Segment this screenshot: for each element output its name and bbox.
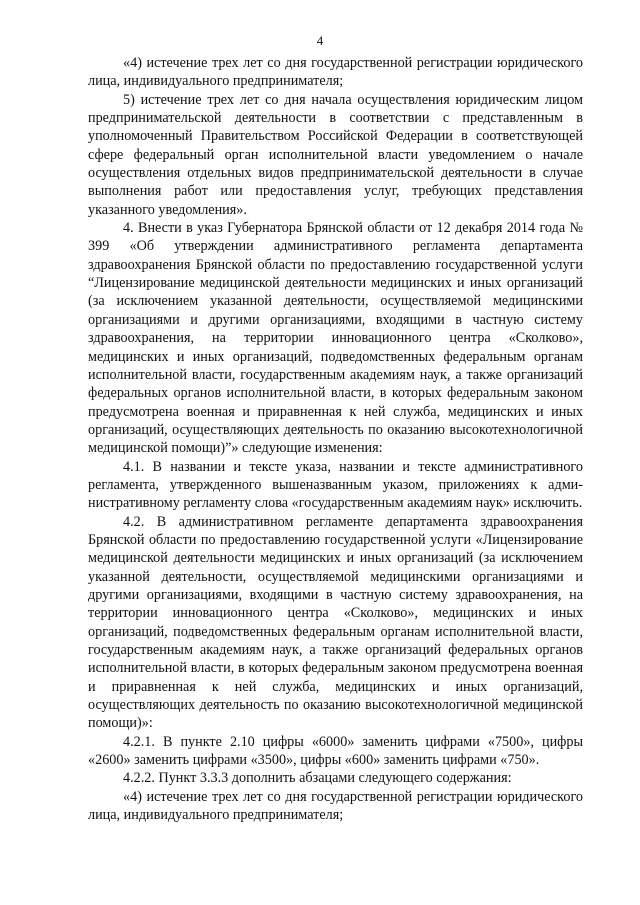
paragraph-clause-4-registration: «4) истечение трех лет со дня государственной регистрации юридического лица, индивидуального предпринимателя; [88,55,583,90]
paragraph-quoted-clause-4: «4) истечение трех лет со дня государственной регистрации юридического лица, индивидуального предпринимателя; [88,788,583,824]
paragraph-item-4-1: 4.1. В названии и тексте указа, названии и тексте административного регламента, утвержденного вышеназванным указом, приложениях к административному регламенту слова «государственным академиям наук» исключить. [88,458,583,512]
paragraph-item-4-2-1: 4.2.1. В пункте 2.10 цифры «6000» заменить цифрами «7500», цифры «2600» заменить цифрами «3500», цифры «600» заменить цифрами «750». [88,733,583,769]
paragraph-item-4-2: 4.2. В административном регламенте департамента здравоохранения Брянской области по предоставлению государственной услуги «Лицензирование медицинской деятельности медицинских и иных организаций (за исключением указанной деятельности, осуществляемой медицинскими организациями и другими организациями, входящими в частную систему здравоохранения, на территории инновационного центра «Сколково», медицинских и иных организаций, подведомственных федеральным органам исполнительной власти, государственным академиям наук, а также организаций федеральных органов исполнительной власти, в которых федеральным законом предусмотрена военная и приравненная к ней служба, медицинских и иных организаций, осуществляющих деятельность по оказанию высокотехнологичной медицинской помощи)»: [88,513,583,732]
paragraph-item-4-2-2: 4.2.2. Пункт 3.3.3 дополнить абзацами следующего содержания: [123,770,512,787]
page-number: 4 [316,33,324,48]
document-body [88,54,583,824]
paragraph-clause-5-activity-start: 5) истечение трех лет со дня начала осуществления юридическим лицом предпринимательской деятельности в соответствии с представленным в уполномоченный Правительством Российской Федерации в соответствующей сфере федеральный орган исполнительной власти уведомлением о начале осуществления отдельных видов предпринимательской деятельности в случае выполнения работ или предоставления услуг, требующих представления указанного уведомления». [88,91,583,218]
paragraph-item-4-amend-decree: 4. Внести в указ Губернатора Брянской области от 12 декабря 2014 года № 399 «Об утверждении административного регламента департамента здравоохранения Брянской области по предоставлению государственной услуги “Лицензирование медицинской деятельности медицинских и иных организаций (за исключением указанной деятельности, осуществляемой медицинскими организациями и другими организациями, входящими в частную систему здравоохранения, на территории инновационного центра «Сколково», медицинских и иных организаций, подведомственных федеральным органам исполнительной власти, государственным академиям наук, а также организаций федеральных органов исполнительной власти, в которых федеральным законом предусмотрена военная и приравненная к ней служба, медицинских и иных организаций, осуществляющих деятельность по оказанию высокотехнологичной медицинской помощи)”» следующие изменения: [88,220,583,457]
